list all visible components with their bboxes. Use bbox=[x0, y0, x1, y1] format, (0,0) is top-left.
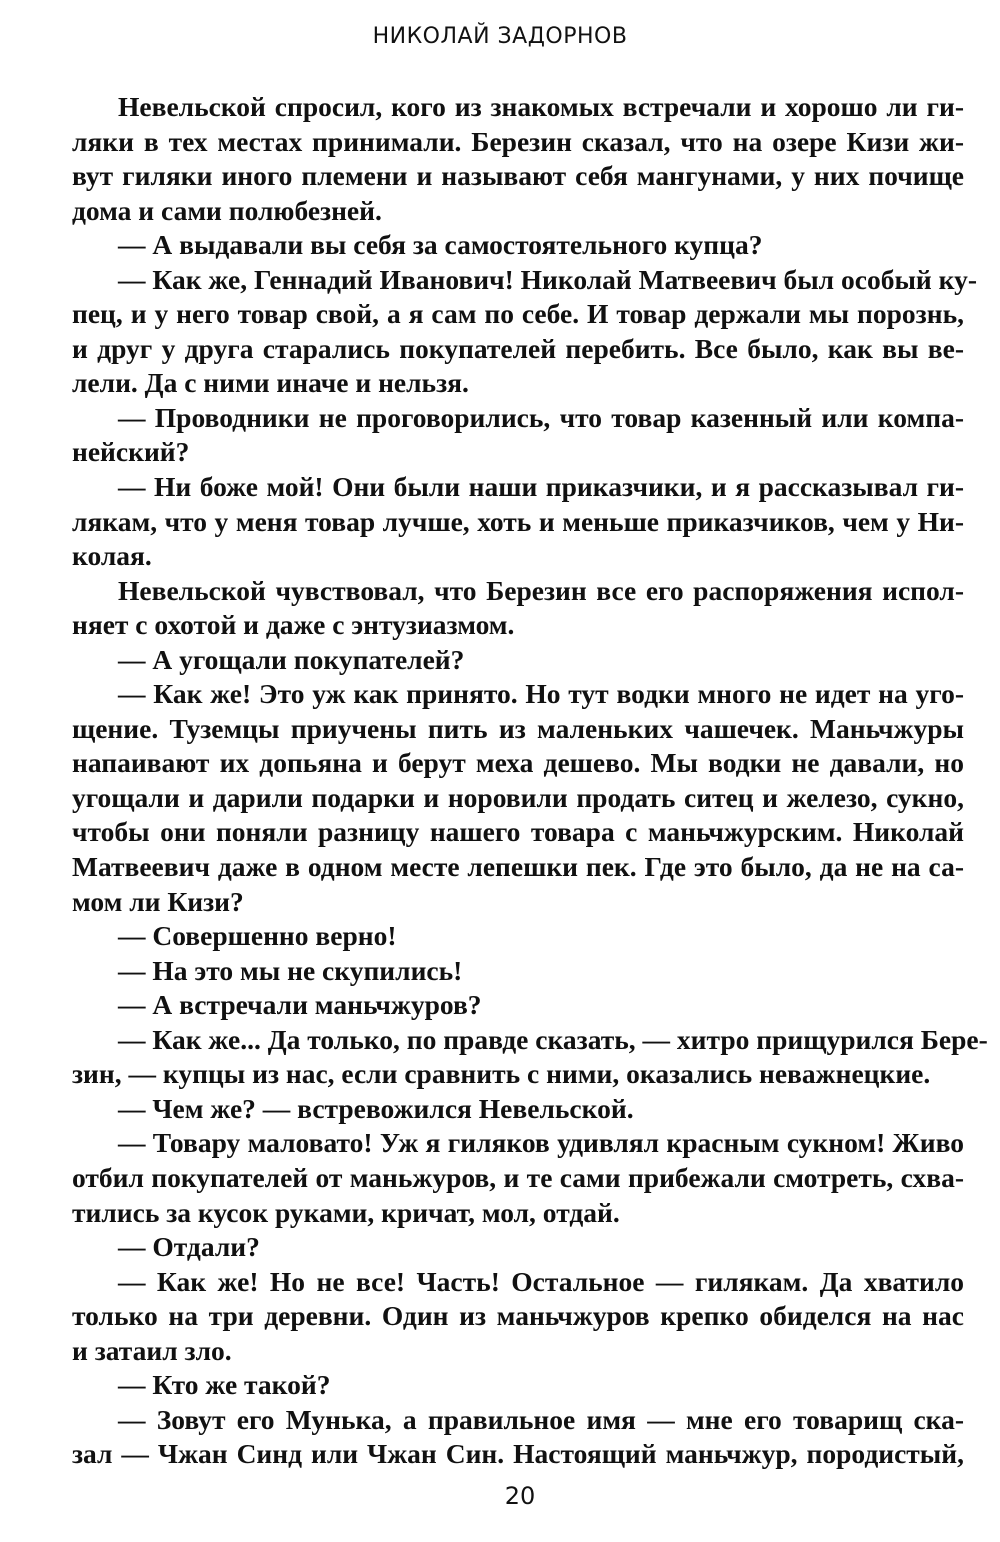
text-line: — Совершенно верно! bbox=[118, 920, 397, 952]
page-number: 20 bbox=[504, 1482, 536, 1510]
text-line: лели. Да с ними иначе и нельзя. bbox=[72, 367, 469, 399]
text-line: — Отдали? bbox=[118, 1231, 260, 1263]
text-line: отбил покупателей от маньжуров, и те сами прибежали смотреть, схва- bbox=[72, 1161, 964, 1193]
text-line: дома и сами полюбезней. bbox=[72, 194, 382, 226]
text-line: ляки в тех местах принимали. Березин сказал, что на озере Кизи жи- bbox=[72, 125, 964, 157]
text-line: — Кто же такой? bbox=[118, 1369, 331, 1401]
text-line: и друг у друга старались покупателей перебить. Все было, как вы ве- bbox=[72, 332, 964, 364]
text-line: щение. Туземцы приучены пить из маленьких чашечек. Маньчжуры bbox=[72, 712, 964, 744]
text-line: — Зовут его Мунька, а правильное имя — мне его товарищ ска- bbox=[118, 1403, 964, 1435]
text-line: — Проводники не проговорились, что товар казенный или компа- bbox=[118, 401, 964, 433]
text-line: мом ли Кизи? bbox=[72, 885, 244, 917]
text-line: угощали и дарили подарки и норовили продать ситец и железо, сукно, bbox=[72, 781, 964, 813]
text-line: чтобы они поняли разницу нашего товара с маньчжурским. Николай bbox=[72, 816, 964, 848]
text-line: зин, — купцы из нас, если сравнить с ними, оказались неважнецкие. bbox=[72, 1058, 931, 1090]
text-line: — На это мы не скупились! bbox=[118, 954, 463, 986]
text-line: вут гиляки иного племени и называют себя мангунами, у них почище bbox=[72, 160, 964, 192]
running-head: НИКОЛАЙ ЗАДОРНОВ bbox=[372, 24, 628, 49]
text-line: — Товару маловато! Уж я гиляков удивлял красным сукном! Живо bbox=[118, 1127, 964, 1159]
text-line: зал — Чжан Синд или Чжан Син. Настоящий маньчжур, породистый, bbox=[72, 1438, 964, 1470]
text-line: — Как же... Да только, по правде сказать, — хитро прищурился Бере- bbox=[118, 1023, 988, 1055]
text-line: пец, и у него товар свой, а я сам по себе. И товар держали мы порознь, bbox=[72, 298, 964, 330]
text-line: — Чем же? — встревожился Невельской. bbox=[118, 1092, 634, 1124]
text-line: — А встречали маньчжуров? bbox=[118, 989, 482, 1021]
text-line: лякам, что у меня товар лучше, хоть и меньше приказчиков, чем у Ни- bbox=[72, 505, 964, 537]
body-text bbox=[72, 90, 988, 1472]
text-line: напаивают их допьяна и берут меха дешево. Мы водки не давали, но bbox=[72, 747, 964, 779]
text-line: — А угощали покупателей? bbox=[118, 643, 465, 675]
text-line: — Как же! Но не все! Часть! Остальное — гилякам. Да хватило bbox=[118, 1265, 964, 1297]
text-line: колая. bbox=[72, 540, 152, 572]
text-line: только на три деревни. Один из маньчжуров крепко обиделся на нас bbox=[72, 1300, 964, 1332]
text-line: и затаил зло. bbox=[72, 1334, 232, 1366]
text-line: тились за кусок руками, кричат, мол, отдай. bbox=[72, 1196, 620, 1228]
text-line: — Ни боже мой! Они были наши приказчики, и я рассказывал ги- bbox=[118, 471, 964, 503]
text-line: Невельской спросил, кого из знакомых встречали и хорошо ли ги- bbox=[118, 91, 964, 122]
text-line: Матвеевич даже в одном месте лепешки пек. Где это было, да не на са- bbox=[72, 851, 964, 883]
text-line: Невельской чувствовал, что Березин все его распоряжения испол- bbox=[118, 574, 964, 606]
text-line: — Как же, Геннадий Иванович! Николай Матвеевич был особый ку- bbox=[118, 263, 977, 295]
text-line: — А выдавали вы себя за самостоятельного купца? bbox=[118, 229, 763, 261]
text-line: — Как же! Это уж как принято. Но тут водки много не идет на уго- bbox=[118, 678, 964, 710]
text-line: няет с охотой и даже с энтузиазмом. bbox=[72, 609, 515, 641]
text-line: нейский? bbox=[72, 436, 190, 468]
